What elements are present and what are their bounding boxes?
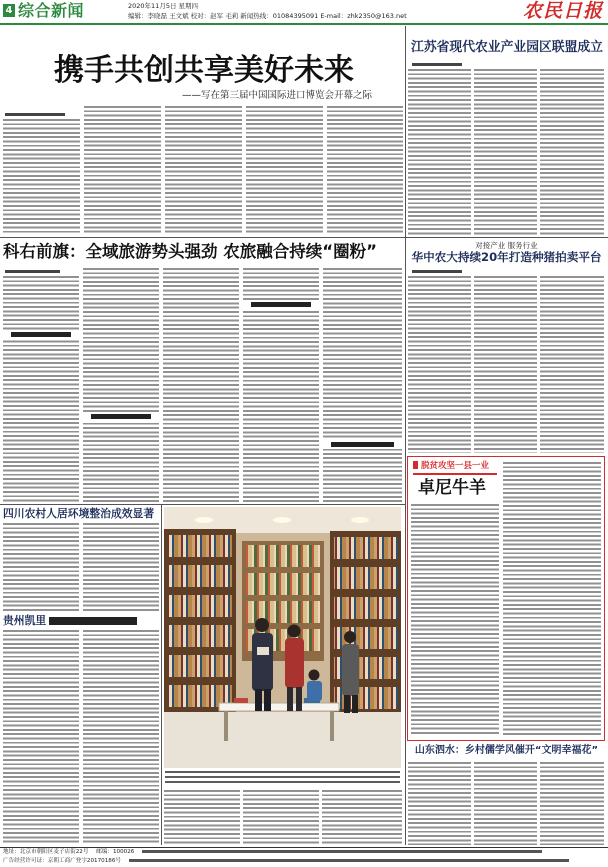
page-number-badge: 4	[3, 4, 15, 17]
photo-caption	[165, 771, 400, 786]
keyouqianqi-headline: 科右前旗：全域旅游势头强劲 农旅融合持续“圈粉”	[3, 242, 377, 261]
subhead-mark	[251, 302, 311, 307]
jiangsu-body-col-1	[408, 69, 471, 235]
jiangsu-body-col-2	[474, 69, 537, 235]
footer-rule	[0, 847, 608, 848]
keyouqianqi-body-col-1	[3, 276, 79, 502]
photo-floor	[164, 712, 401, 768]
lead-body-col-4	[246, 106, 323, 235]
keyouqianqi-body-col-2	[83, 268, 159, 502]
keyouqianqi-subhead-2	[83, 412, 159, 421]
guizhou-headline	[3, 615, 161, 627]
guizhou-body-col-2	[83, 630, 159, 845]
footer-line-2-remainder	[129, 859, 569, 862]
bookshelf-left	[164, 529, 236, 719]
lower-rule	[0, 504, 405, 505]
subhead-mark	[331, 442, 394, 447]
guizhou-headline-text: 贵州凯里	[3, 614, 47, 627]
column-tag-rule	[413, 473, 497, 475]
sishui-body-col-1	[408, 762, 471, 845]
keyouqianqi-body-col-5	[323, 268, 402, 502]
lead-subtitle: ——写在第三届中国国际进口博览会开幕之际	[181, 90, 372, 101]
footer-line-1-remainder	[142, 850, 542, 853]
huazhong-byline	[412, 270, 462, 273]
sichuan-body-col-2	[83, 523, 159, 611]
guizhou-headline-remainder	[49, 617, 137, 625]
column-tag: 脱贫攻坚一县一业	[413, 461, 489, 472]
subhead-mark	[11, 332, 71, 337]
section-title: 综合新闻	[18, 1, 85, 20]
sishui-body-col-2	[474, 762, 537, 845]
huazhong-kicker: 对接产业 服务行业	[475, 241, 538, 250]
lower-middle-body-col-1	[164, 790, 240, 845]
huazhong-headline: 华中农大持续20年打造种猪拍卖平台	[411, 250, 602, 264]
footer-license: 广告经营许可证：京朝工商广登字20170186号	[3, 858, 121, 864]
guizhou-body-col-1	[3, 630, 79, 845]
lead-body-col-2	[84, 106, 161, 235]
lead-body-col-3	[165, 106, 242, 235]
sichuan-headline: 四川农村人居环境整治成效显著	[3, 507, 155, 520]
keyouqianqi-subhead-1	[3, 330, 79, 339]
reading-room-photo	[164, 507, 401, 768]
huazhong-body-col-2	[474, 276, 537, 453]
footer-line-2	[3, 858, 569, 865]
keyouqianqi-body-col-3	[163, 268, 239, 502]
jiangsu-byline	[412, 63, 462, 66]
issue-date: 2020年11月5日 星期四	[128, 2, 199, 10]
zhuoni-headline: 卓尼牛羊	[418, 478, 486, 498]
lead-headline: 携手共创共享美好未来	[54, 53, 354, 88]
lead-body-col-1	[3, 119, 80, 235]
fold-rule	[0, 237, 608, 238]
footer-line-1	[3, 849, 542, 856]
sichuan-body-col-1	[3, 523, 79, 611]
keyouqianqi-subhead-4	[323, 440, 402, 449]
masthead-rule	[0, 23, 608, 25]
lower-left-divider	[161, 505, 162, 845]
jiangsu-headline: 江苏省现代农业产业园区联盟成立	[411, 40, 603, 55]
bookshelf-right	[330, 531, 401, 719]
newspaper-logo: 农民日报	[522, 0, 603, 22]
zhuoni-body-col-2	[503, 462, 601, 736]
right-column-divider	[405, 26, 406, 845]
sishui-headline: 山东泗水：乡村儒学风催开“文明幸福花”	[414, 745, 599, 756]
footer-address: 地址：北京市朝阳区麦子店街22号	[3, 849, 89, 855]
lower-middle-body-col-2	[243, 790, 319, 845]
keyouqianqi-subhead-3	[243, 300, 319, 309]
subhead-mark	[91, 414, 151, 419]
lead-body-col-5	[327, 106, 403, 235]
huazhong-body-col-3	[540, 276, 604, 453]
keyouqianqi-byline	[5, 270, 60, 273]
jiangsu-body-col-3	[540, 69, 604, 235]
huazhong-body-col-1	[408, 276, 471, 453]
footer-postcode: 邮编：100026	[96, 849, 135, 855]
sishui-body-col-3	[540, 762, 604, 845]
staff-line: 编辑：李晓磊 王文斌 校对：赵军 毛莉 新闻热线：01084395091 E-mail：zhk2350@163.net	[128, 12, 407, 20]
lead-byline	[5, 113, 65, 116]
zhuoni-body-col-1	[411, 504, 499, 736]
lower-middle-body-col-3	[322, 790, 402, 845]
